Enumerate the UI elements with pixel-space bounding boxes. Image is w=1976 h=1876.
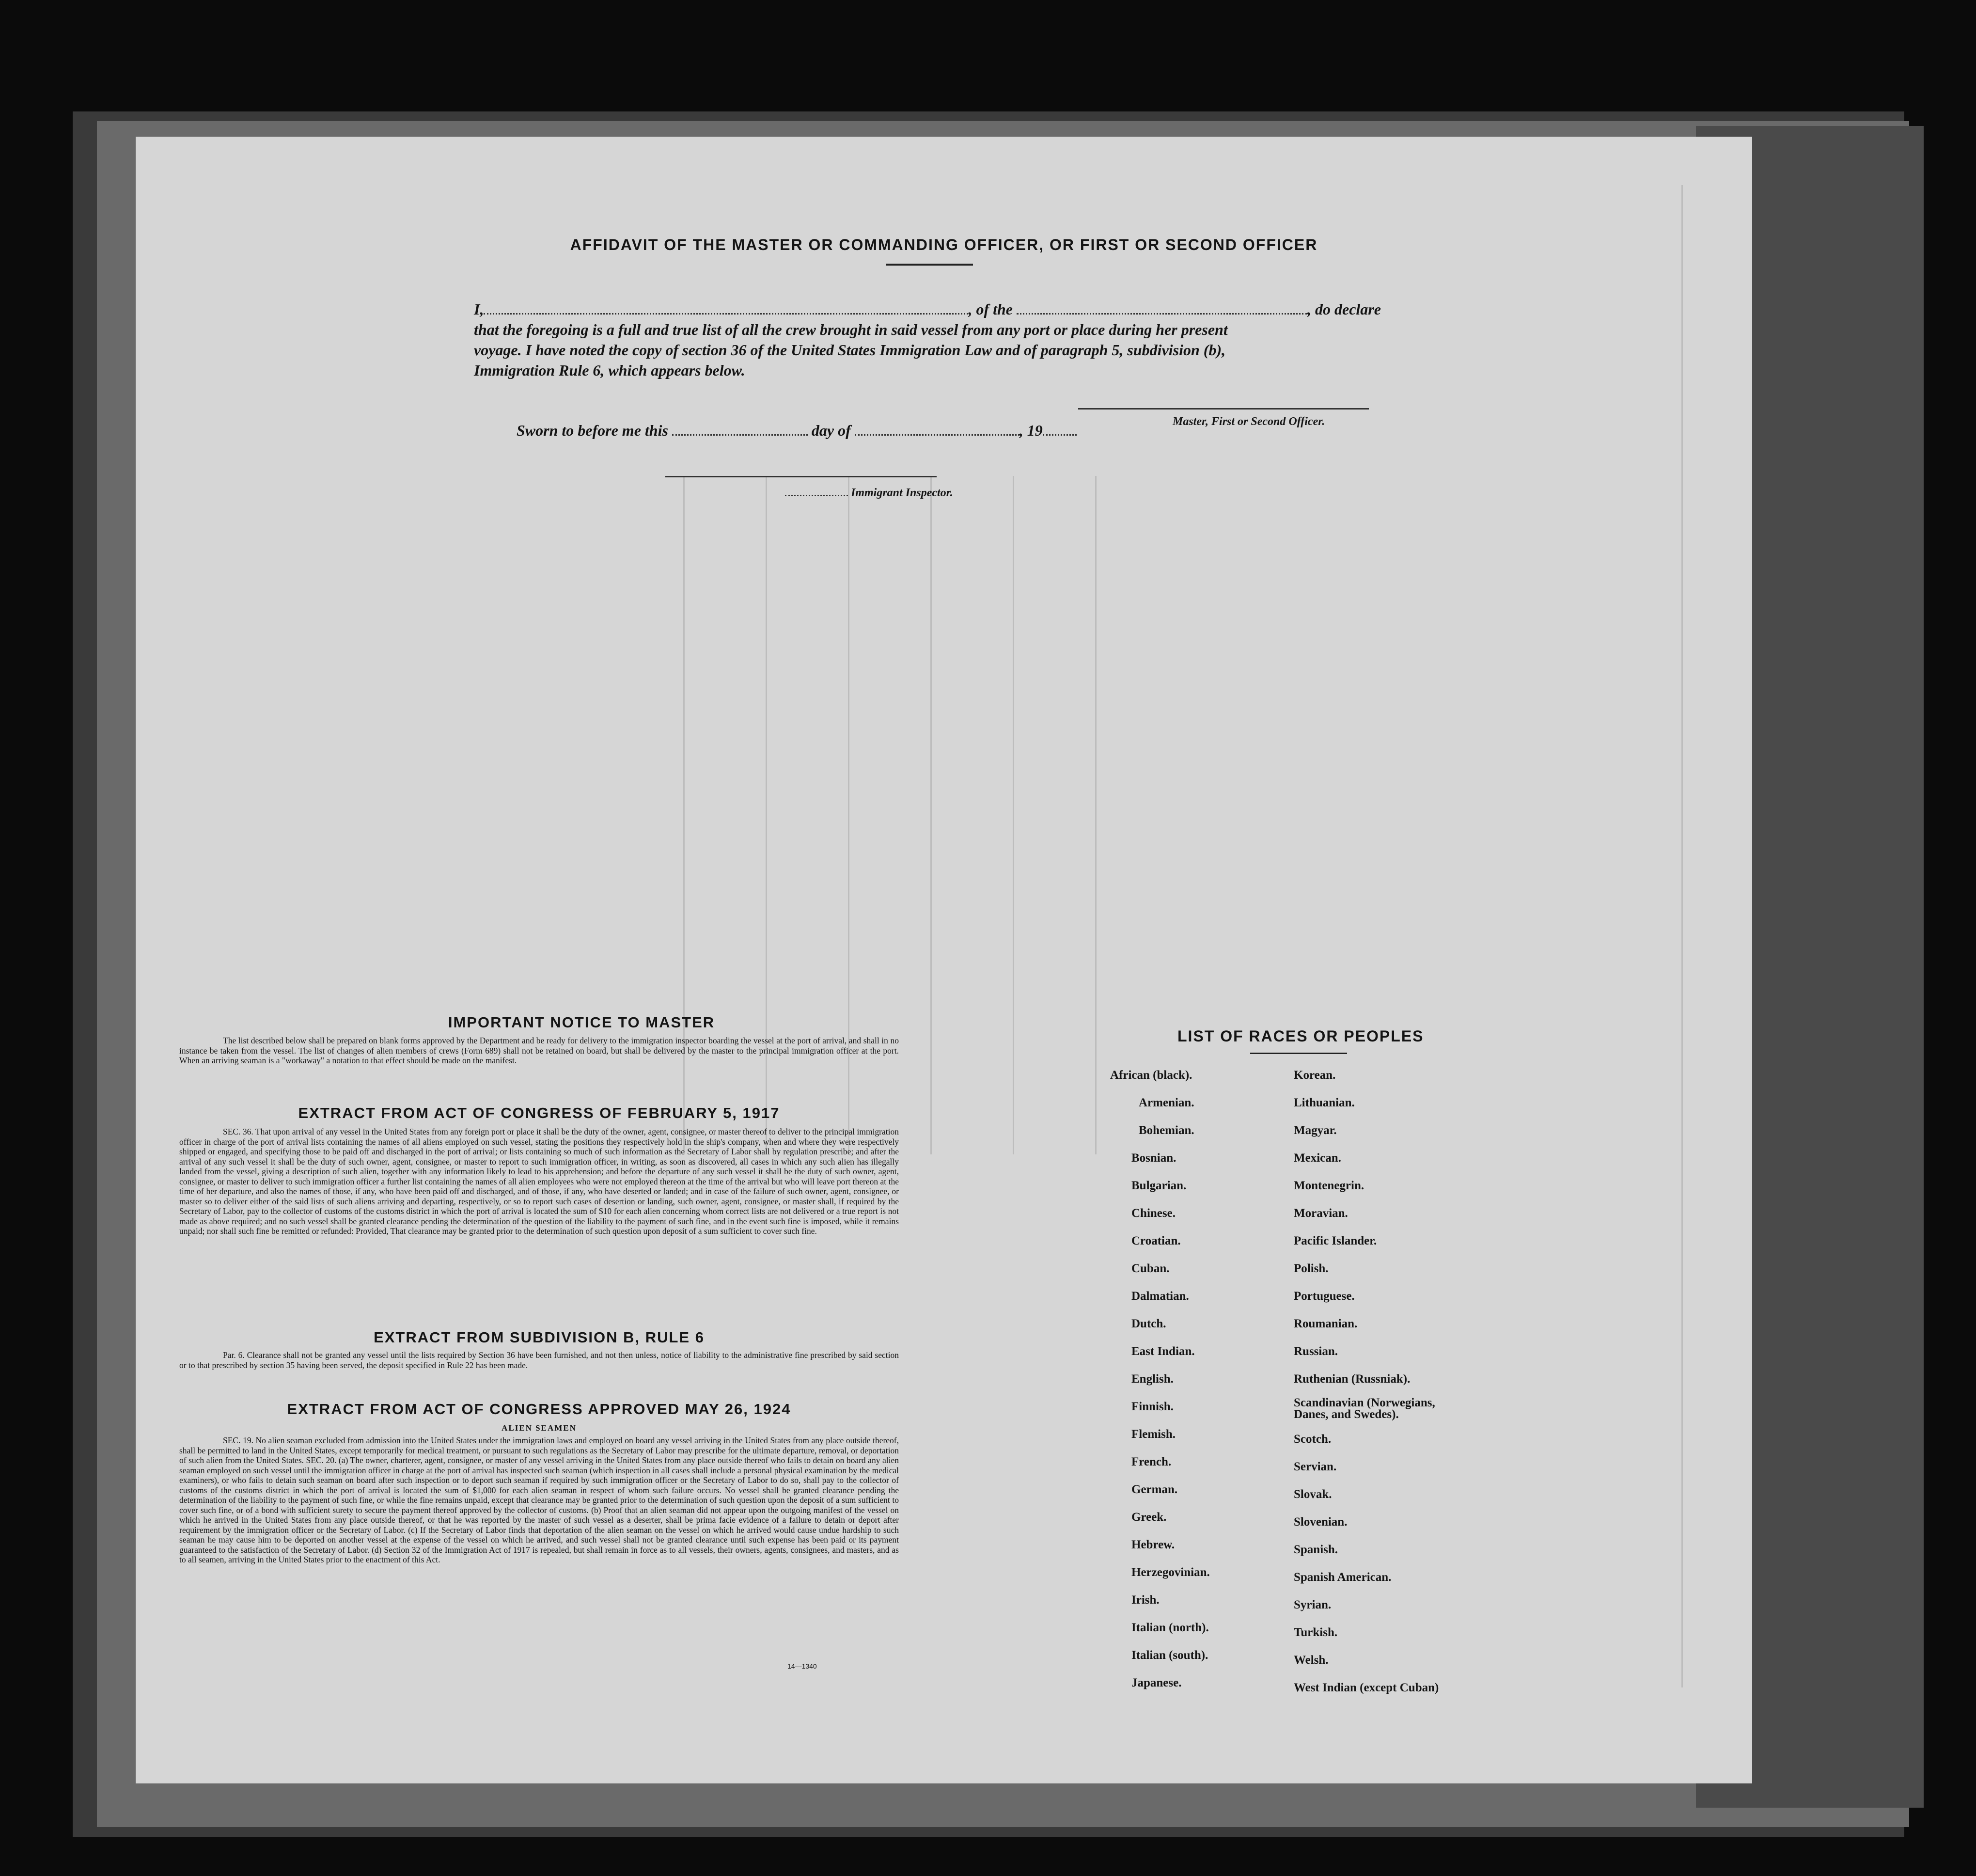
day-blank[interactable] [672,434,808,436]
year-prefix: , 19 [1019,422,1043,439]
race-item: Dutch. [1131,1317,1166,1330]
title-rule [886,264,973,266]
race-item: West Indian (except Cuban) [1294,1681,1439,1694]
affidavit-of-the: , of the [968,300,1013,318]
extract-1917-body: SEC. 36. That upon arrival of any vessel in the United States from any foreign port or place it shall be the duty of the owner, agent, consignee, or master thereof to deliver to the principal immigration officer in charge of the port of arrival lists containing the names of all aliens employed on such vessel, stating the positions they respectively hold in the ship's company, when and where they were respectively shipped or engaged, and specifying those to be paid off and discharged in the port of arrival; or lists containing so much of such information as the Secretary of Labor shall by regulation prescribe; and after the arrival of any such vessel it shall be the duty of such owner, agent, consignee, or master to report to such immigration officer, in writing, as soon as discovered, all cases in which any such alien has illegally landed from the vessel, giving a description of such alien, together with any information likely to lead to his apprehension; and before the departure of any such vessel it shall be the duty of such owner, agent, consignee, or master to deliver to such immigration officer a further list containing the names of all alien employees who were not employed thereon at the time of the arrival but who will leave port thereon at the time of her departure, and also the names of those, if any, who have been paid off and discharged, and of those, if any, who have deserted or landed; and in case of the failure of such owner, agent, consignee, or master so to deliver either of the said lists of such aliens arriving and departing, respectively, or so to report such cases of desertion or landing, such owner, agent, consignee, or master shall, if required by the Secretary of Labor, pay to the collector of customs of the customs district in which the port of arrival is located the sum of $10 for each alien concerning whom correct lists are not delivered or a true report is not made as above required; and no such vessel shall be granted clearance pending the determination of the question of the liability to the payment of such fine, and in the event such fine is imposed, while it remains unpaid; nor shall such fine be remitted or refunded: Provided, That clearance may be granted prior to the determination of such question upon deposit of a sum sufficient to cover such fine. [179,1127,899,1236]
affidavit-body [474,294,1525,385]
race-item: Ruthenian (Russniak). [1294,1372,1411,1386]
notice-title: IMPORTANT NOTICE TO MASTER [448,1014,715,1031]
notice-body: The list described below shall be prepared on blank forms approved by the Department and be ready for delivery to the immigration inspector boarding the vessel at the port of arrival, and shall in no instance be taken from the vessel. The list of changes of alien members of crews (Form 689) shall not be retained on board, but shall be delivered by the master to the principal immigration officer at the port. When an arriving seaman is a "workaway" a notation to that effect should be made on the manifest. [179,1036,899,1065]
sworn-line [517,422,1077,440]
bleed-through-line [1095,476,1097,1154]
extract-1917-title: EXTRACT FROM ACT OF CONGRESS OF FEBRUARY 5, 1917 [298,1104,780,1121]
extract-rule6-body: Par. 6. Clearance shall not be granted any vessel until the lists required by Section 36 have been furnished, and not then unless, notice of liability to the administrative fine prescribed by said section or to that prescribed by section 35 having been served, the deposit specified in Rule 22 has been made. [179,1350,899,1370]
race-item: Magyar. [1294,1124,1337,1137]
race-item: Greek. [1131,1511,1167,1524]
race-item: Cuban. [1131,1262,1170,1275]
extract-1924-title: EXTRACT FROM ACT OF CONGRESS APPROVED MAY 26, 1924 [287,1401,791,1418]
master-signature-line[interactable] [1078,408,1369,410]
race-item: Bosnian. [1131,1151,1176,1165]
extract-1924-body: SEC. 19. No alien seaman excluded from admission into the United States under the immigration laws and employed on board any vessel arriving in the United States from any place outside thereof, shall be permitted to land in the United States, except temporarily for medical treatment, or pursuant to such regulations as the Secretary of Labor may prescribe for the ultimate departure, removal, or deportation of such alien from the United States. SEC. 20. (a) The owner, charterer, agent, consignee, or master of any vessel arriving in the United States from any place outside thereof who fails to detain on board any alien seaman employed on such vessel until the immigration officer in charge at the port of arrival has inspected such seaman (which inspection in all cases shall include a personal physical examination by the medical examiners), or who fails to detain such seaman on board after such inspection or to deport such seaman if required by such immigration officer or the Secretary of Labor to do so, shall pay to the collector of customs of the customs district in which the port of arrival is located the sum of $1,000 for each alien seaman in respect of whom such failure occurs. No vessel shall be granted clearance pending the determination of the liability to the payment of such fine, or while the fine remains unpaid, except that clearance may be granted prior to the determination of such question upon the deposit of a sum sufficient to cover such fine, or of a bond with sufficient surety to secure the payment thereof approved by the collector of customs. (b) Proof that an alien seaman did not appear upon the outgoing manifest of the vessel on which he arrived in the United States from any place outside thereof, or that he was reported by the master of such vessel as a deserter, shall be prima facie evidence of a failure to detain or deport after requirement by the immigration officer or the Secretary of Labor. (c) If the Secretary of Labor finds that deportation of the alien seaman on the vessel on which he arrived would cause undue hardship to such seaman he may cause him to be deported on another vessel at the expense of the vessel on which he arrived, and such vessel shall not be granted clearance until such expense has been paid or its payment guaranteed to the satisfaction of the Secretary of Labor. (d) Section 32 of the Immigration Act of 1917 is repealed, but shall remain in force as to all vessels, their owners, agents, consignees, and masters, and as to all seamen, arriving in the United States prior to the enactment of this Act. [179,1435,899,1564]
race-item: Welsh. [1294,1654,1329,1667]
affidavit-line-2: that the foregoing is a full and true list of all the crew brought in said vessel from any port or place during her present [474,321,1228,338]
race-item: Roumanian. [1294,1317,1358,1330]
race-item: African (black). [1110,1069,1192,1082]
race-item: Chinese. [1131,1207,1176,1220]
affidavit-title: AFFIDAVIT OF THE MASTER OR COMMANDING OFFICER, OR FIRST OR SECOND OFFICER [570,236,1318,253]
race-item: Armenian. [1139,1096,1194,1109]
race-item: Bohemian. [1139,1124,1194,1137]
race-item: Russian. [1294,1345,1338,1358]
race-item: Croatian. [1131,1234,1181,1247]
bleed-through-line [930,476,932,1154]
inspector-signature-line[interactable] [665,476,937,477]
race-item: Turkish. [1294,1626,1338,1639]
affidavit-line-4: Immigration Rule 6, which appears below. [474,362,745,379]
race-item: Italian (south). [1131,1649,1208,1662]
races-rule [1250,1053,1347,1054]
race-item: Polish. [1294,1262,1329,1275]
race-item: Spanish. [1294,1543,1338,1556]
form-number: 14—1340 [787,1662,817,1670]
day-of-text: day of [811,422,851,439]
race-item: German. [1131,1483,1178,1496]
extract-1924-subtitle: ALIEN SEAMEN [502,1423,577,1433]
race-item: Dalmatian. [1131,1290,1189,1303]
month-blank[interactable] [855,434,1019,436]
race-item: Irish. [1131,1593,1160,1607]
race-item: Italian (north). [1131,1621,1209,1634]
extract-rule6-title: EXTRACT FROM SUBDIVISION B, RULE 6 [374,1329,705,1346]
bleed-through-line [1681,185,1683,1687]
race-item: Scotch. [1294,1433,1332,1446]
race-item: Korean. [1294,1069,1336,1082]
race-item: Slovenian. [1294,1515,1348,1529]
race-item: East Indian. [1131,1345,1195,1358]
inspector-dots [785,495,848,496]
race-item: Montenegrin. [1294,1179,1364,1192]
bleed-through-line [1013,476,1014,1154]
race-item: Finnish. [1131,1400,1174,1413]
race-item: French. [1131,1455,1172,1468]
race-item: Hebrew. [1131,1538,1175,1551]
race-item: Scandinavian (Norwegians, Danes, and Swedes). [1294,1396,1435,1421]
race-item: Japanese. [1131,1676,1182,1689]
race-item: Slovak. [1294,1488,1332,1501]
race-item: English. [1131,1372,1174,1386]
race-item: Moravian. [1294,1207,1348,1220]
document-page [136,137,1752,1783]
race-item: Syrian. [1294,1598,1332,1611]
inspector-caption-row [785,487,953,500]
year-blank[interactable] [1043,434,1077,436]
race-item: Spanish American. [1294,1571,1392,1584]
affidavit-line-3: voyage. I have noted the copy of section 36 of the United States Immigration Law and of paragraph 5, subdivision (b), [474,341,1226,359]
race-item: Mexican. [1294,1151,1341,1165]
race-item: Pacific Islander. [1294,1234,1377,1247]
affidavit-do-declare: , do declare [1307,300,1381,318]
race-item: Herzegovinian. [1131,1566,1210,1579]
inspector-caption: Immigrant Inspector. [851,487,953,499]
races-title: LIST OF RACES OR PEOPLES [1177,1027,1424,1045]
race-item: Servian. [1294,1460,1337,1473]
master-signature-caption: Master, First or Second Officer. [1173,415,1325,428]
race-item: Portuguese. [1294,1290,1355,1303]
affidavit-i: I, [474,300,484,318]
race-item: Flemish. [1131,1428,1176,1441]
race-item: Lithuanian. [1294,1096,1355,1109]
race-item: Bulgarian. [1131,1179,1187,1192]
sworn-text: Sworn to before me this [517,422,668,439]
